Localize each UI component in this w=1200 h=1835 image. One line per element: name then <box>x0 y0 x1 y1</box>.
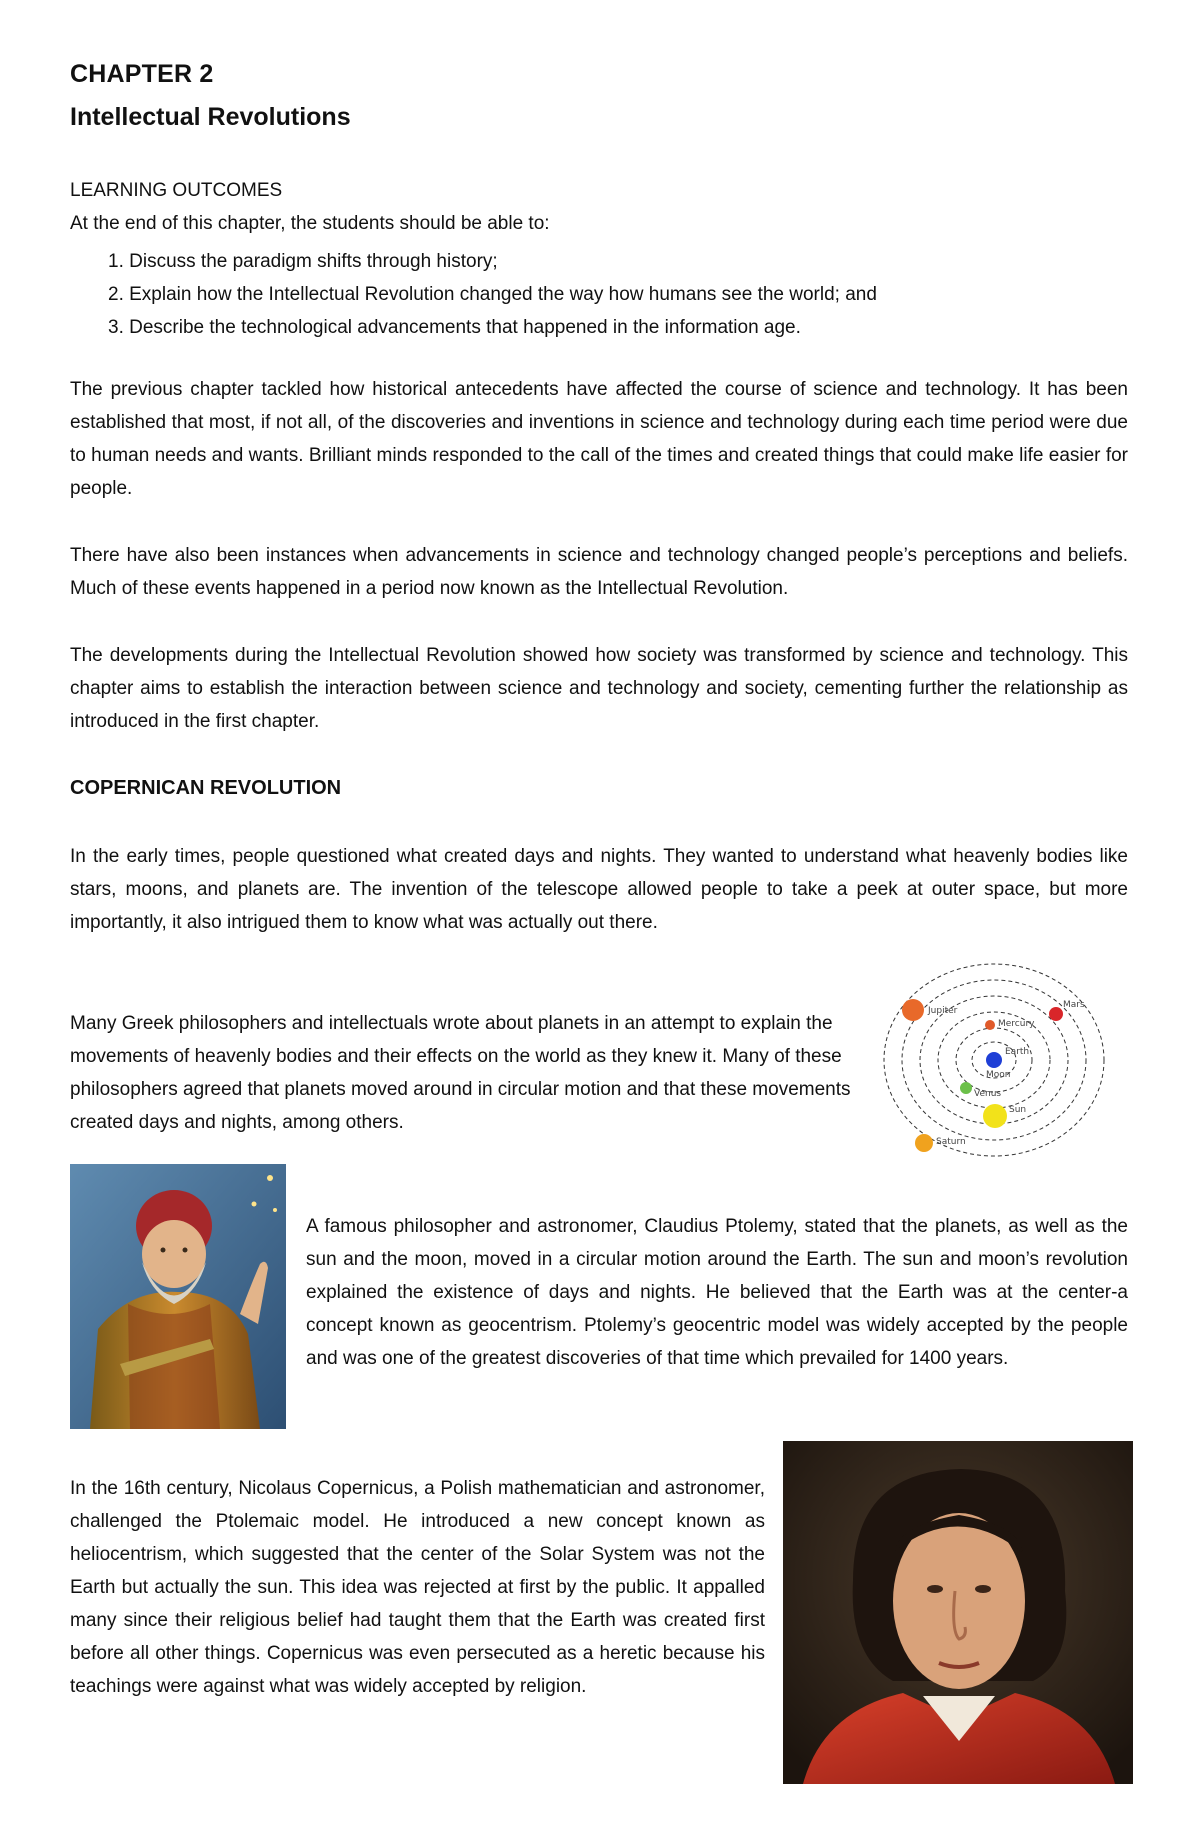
learning-outcome-item: 1. Discuss the paradigm shifts through history; <box>108 251 498 272</box>
learning-outcomes-intro: At the end of this chapter, the students should be able to: <box>70 213 550 234</box>
geocentric-orbit-diagram <box>872 952 1122 1174</box>
saturn-planet <box>915 1134 933 1152</box>
earth-label: Earth <box>1005 1047 1030 1057</box>
chapter-title: Intellectual Revolutions <box>70 103 351 131</box>
copernicus-portrait <box>783 1441 1133 1784</box>
venus-planet <box>960 1082 972 1094</box>
sun-label: Sun <box>1009 1105 1027 1115</box>
copernican-paragraph-4: In the 16th century, Nicolaus Copernicus, a Polish mathematician and astronomer, challenged the Ptolemaic model. He introduced a new concept known as heliocentrism, which suggested that the center of the Solar System was not the Earth but actually the sun. This idea was rejected at first by the public. It appalled many since their religious belief had taught them that the Earth was created first before all other things. Copernicus was even persecuted as a heretic because his teachings were against what was widely accepted by religion. <box>70 1478 765 1697</box>
mercury-label: Mercury <box>998 1019 1035 1029</box>
chapter-number: CHAPTER 2 <box>70 60 214 88</box>
sun <box>983 1104 1007 1128</box>
venus-label: Venus <box>974 1089 1002 1099</box>
mars-planet <box>1049 1007 1063 1021</box>
mercury-planet <box>985 1020 995 1030</box>
jupiter-label: Jupiter <box>928 1006 958 1016</box>
learning-outcomes-list <box>108 245 877 344</box>
intro-paragraph-1: The previous chapter tackled how historical antecedents have affected the course of science and technology. It has been established that most, if not all, of the discoveries and inventions in science and technology during each time period were due to human needs and wants. Brilliant minds responded to the call of the times and created things that could make life easier for people. <box>70 379 1128 499</box>
learning-outcomes-heading: LEARNING OUTCOMES <box>70 180 283 201</box>
mars-label: Mars <box>1063 1000 1085 1010</box>
copernican-paragraph-2: Many Greek philosophers and intellectuals wrote about planets in an attempt to explain the movements of heavenly bodies and their effects on the world as they knew it. Many of these philosophers agreed that planets moved around in circular motion and that these movements created days and nights, among others. <box>70 1013 851 1133</box>
intro-paragraph-3: The developments during the Intellectual Revolution showed how society was transformed by science and technology. This chapter aims to establish the interaction between science and technology and society, cementing further the relationship as introduced in the first chapter. <box>70 645 1128 732</box>
learning-outcome-item: 3. Describe the technological advancements that happened in the information age. <box>108 317 801 338</box>
intro-paragraph-2: There have also been instances when advancements in science and technology changed people’s perceptions and beliefs. Much of these events happened in a period now known as the Intellectual Revolution. <box>70 545 1128 599</box>
learning-outcome-item: 2. Explain how the Intellectual Revolution changed the way how humans see the world; and <box>108 284 877 305</box>
copernican-paragraph-3: A famous philosopher and astronomer, Claudius Ptolemy, stated that the planets, as well as the sun and the moon, moved in a circular motion around the Earth. The sun and moon’s revolution explained the existence of days and nights. He believed that the Earth was at the center-a concept known as geocentrism. Ptolemy’s geocentric model was widely accepted by the people and was one of the greatest discoveries of that time which prevailed for 1400 years. <box>306 1216 1128 1369</box>
moon-label: Moon <box>986 1070 1011 1080</box>
jupiter-planet <box>902 999 924 1021</box>
section-heading-copernican: COPERNICAN REVOLUTION <box>70 777 342 799</box>
copernican-paragraph-1: In the early times, people questioned what created days and nights. They wanted to understand what heavenly bodies like stars, moons, and planets are. The invention of the telescope allowed people to take a peek at outer space, but more importantly, it also intrigued them to know what was actually out there. <box>70 846 1128 933</box>
saturn-label: Saturn <box>936 1137 966 1147</box>
earth-planet <box>986 1052 1002 1068</box>
ptolemy-portrait <box>70 1164 286 1429</box>
